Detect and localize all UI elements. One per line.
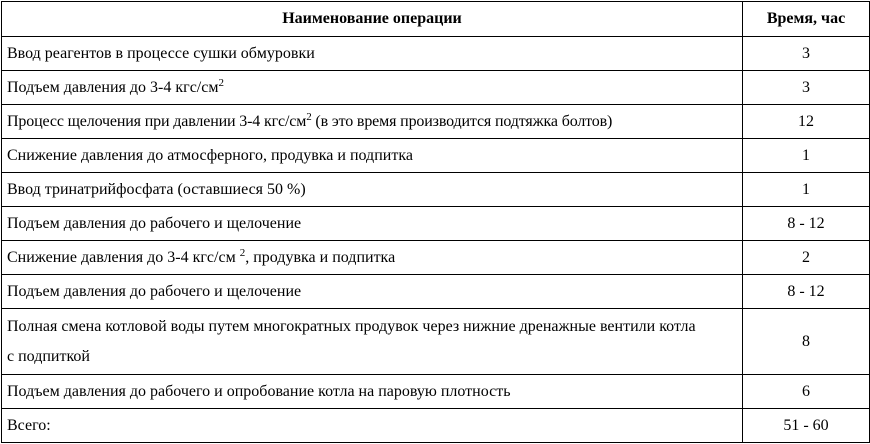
operation-cell (2, 375, 743, 409)
operation-cell (2, 207, 743, 241)
time-cell: 6 (743, 375, 870, 409)
table-header-row (2, 2, 870, 37)
time-cell: 3 (743, 71, 870, 105)
time-cell: 12 (743, 105, 870, 139)
operations-table (1, 1, 870, 443)
header-operation: Наименование операции (2, 2, 743, 37)
operation-cell (2, 139, 743, 173)
table-row (2, 375, 870, 409)
superscript: 2 (218, 76, 224, 89)
operation-text: Процесс щелочения при давлении 3-4 кгс/см (7, 112, 307, 130)
time-cell: 2 (743, 241, 870, 275)
operation-cell (2, 309, 743, 375)
table-row (2, 173, 870, 207)
operation-cell (2, 241, 743, 275)
total-label: Всего: (2, 409, 743, 443)
table-row (2, 71, 870, 105)
operation-text-tail: , продувка и подпитка (245, 248, 396, 266)
table-row (2, 241, 870, 275)
operation-text: Снижение давления до 3-4 кгс/см (7, 248, 240, 266)
time-cell: 1 (743, 139, 870, 173)
time-cell: 3 (743, 37, 870, 71)
operation-cell (2, 275, 743, 309)
operation-text: Ввод тринатрийфосфата (оставшиеся 50 %) (7, 180, 306, 198)
operation-text: Снижение давления до атмосферного, продувка и подпитка (7, 146, 413, 164)
time-cell: 8 - 12 (743, 207, 870, 241)
operation-text: Подъем давления до рабочего и щелочение (7, 214, 302, 232)
operation-text-tail: (в это время производится подтяжка болтов) (311, 112, 613, 130)
operation-cell (2, 105, 743, 139)
table-row (2, 37, 870, 71)
operation-text: Подъем давления до 3-4 кгс/см (7, 78, 219, 96)
operation-cell (2, 173, 743, 207)
operation-cell (2, 71, 743, 105)
table-row (2, 309, 870, 375)
operation-cell (2, 37, 743, 71)
superscript: 2 (306, 110, 312, 123)
time-cell: 1 (743, 173, 870, 207)
table-total-row (2, 409, 870, 443)
operation-text: Подъем давления до рабочего и опробование котла на паровую плотность (7, 382, 511, 400)
total-time: 51 - 60 (743, 409, 870, 443)
table-row (2, 105, 870, 139)
superscript: 2 (239, 246, 246, 259)
table-row (2, 207, 870, 241)
header-time: Время, час (743, 2, 870, 37)
table-row (2, 275, 870, 309)
operation-text: Полная смена котловой воды путем многократных продувок через нижние дренажные вентили котла с подпиткой (7, 317, 696, 365)
time-cell: 8 (743, 309, 870, 375)
table-row (2, 139, 870, 173)
operation-text: Подъем давления до рабочего и щелочение (7, 282, 302, 300)
operation-text: Ввод реагентов в процессе сушки обмуровки (7, 44, 315, 62)
time-cell: 8 - 12 (743, 275, 870, 309)
